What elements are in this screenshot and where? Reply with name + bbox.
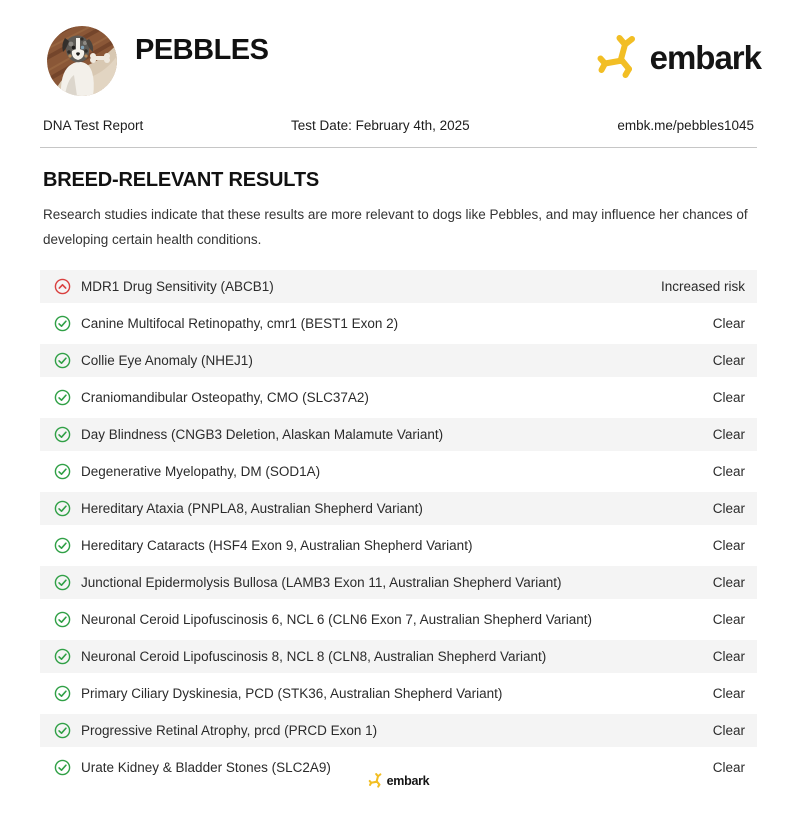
results-list: [40, 270, 757, 784]
status-text: Clear: [712, 352, 745, 368]
report-header: [40, 26, 761, 104]
status-text: Clear: [712, 611, 745, 627]
breed-relevant-section: [40, 169, 757, 784]
clear-check-icon: [54, 352, 71, 369]
embark-logo-mark: [596, 32, 648, 82]
status-text: Clear: [712, 759, 745, 775]
condition-name: Neuronal Ceroid Lipofuscinosis 6, NCL 6 (CLN6 Exon 7, Australian Shepherd Variant): [81, 611, 593, 627]
status-text: Clear: [712, 722, 745, 738]
result-row: [40, 381, 757, 414]
status-text: Clear: [712, 648, 745, 664]
clear-check-icon: [54, 426, 71, 443]
report-type: DNA Test Report: [43, 118, 144, 133]
result-row: [40, 270, 757, 303]
footer-embark-logo: [368, 772, 430, 789]
condition-name: MDR1 Drug Sensitivity (ABCB1): [81, 278, 274, 294]
report-link[interactable]: embk.me/pebbles1045: [617, 118, 754, 133]
condition-name: Degenerative Myelopathy, DM (SOD1A): [81, 463, 321, 479]
report-footer: [0, 772, 797, 789]
condition-name: Progressive Retinal Atrophy, prcd (PRCD Exon 1): [81, 722, 378, 738]
condition-name: Day Blindness (CNGB3 Deletion, Alaskan Malamute Variant): [81, 426, 444, 442]
result-row: [40, 677, 757, 710]
condition-name: Urate Kidney & Bladder Stones (SLC2A9): [81, 759, 331, 775]
footer-embark-logo-mark: [368, 772, 386, 789]
clear-check-icon: [54, 389, 71, 406]
result-row: [40, 307, 757, 340]
result-row: [40, 714, 757, 747]
status-text: Clear: [712, 500, 745, 516]
status-text: Clear: [712, 463, 745, 479]
dog-name: PEBBLES: [135, 33, 269, 66]
result-row: [40, 418, 757, 451]
section-title: BREED-RELEVANT RESULTS: [43, 169, 319, 191]
increased-risk-icon: [54, 278, 71, 295]
result-row: [40, 344, 757, 377]
section-description: Research studies indicate that these results are more relevant to dogs like Pebbles, and may influence her chances of developing certain health conditions.: [43, 207, 748, 247]
result-row: [40, 640, 757, 673]
status-text: Clear: [712, 389, 745, 405]
clear-check-icon: [54, 685, 71, 702]
result-row: [40, 603, 757, 636]
test-date: Test Date: February 4th, 2025: [291, 118, 470, 133]
clear-check-icon: [54, 463, 71, 480]
clear-check-icon: [54, 574, 71, 591]
result-row: [40, 455, 757, 488]
status-text: Clear: [712, 685, 745, 701]
dog-identity: [40, 26, 268, 96]
condition-name: Hereditary Cataracts (HSF4 Exon 9, Australian Shepherd Variant): [81, 537, 473, 553]
avatar: [47, 26, 117, 96]
clear-check-icon: [54, 315, 71, 332]
condition-name: Canine Multifocal Retinopathy, cmr1 (BEST1 Exon 2): [81, 315, 399, 331]
clear-check-icon: [54, 500, 71, 517]
condition-name: Primary Ciliary Dyskinesia, PCD (STK36, Australian Shepherd Variant): [81, 685, 503, 701]
condition-name: Collie Eye Anomaly (NHEJ1): [81, 352, 253, 368]
clear-check-icon: [54, 537, 71, 554]
status-text: Clear: [712, 315, 745, 331]
embark-logo: [596, 32, 761, 82]
status-text: Clear: [712, 537, 745, 553]
condition-name: Neuronal Ceroid Lipofuscinosis 8, NCL 8 (CLN8, Australian Shepherd Variant): [81, 648, 547, 664]
clear-check-icon: [54, 722, 71, 739]
status-text: Clear: [712, 426, 745, 442]
result-row: [40, 566, 757, 599]
clear-check-icon: [54, 648, 71, 665]
condition-name: Craniomandibular Osteopathy, CMO (SLC37A2): [81, 389, 369, 405]
result-row: [40, 492, 757, 525]
dog-photo: [47, 26, 117, 96]
status-text: Increased risk: [660, 278, 745, 294]
result-row: [40, 529, 757, 562]
status-text: Clear: [712, 574, 745, 590]
clear-check-icon: [54, 611, 71, 628]
condition-name: Junctional Epidermolysis Bullosa (LAMB3 Exon 11, Australian Shepherd Variant): [81, 574, 562, 590]
embark-logo-text: embark: [649, 38, 761, 76]
condition-name: Hereditary Ataxia (PNPLA8, Australian Shepherd Variant): [81, 500, 423, 516]
header-divider: [40, 147, 757, 148]
report-meta: [40, 118, 757, 133]
footer-embark-logo-text: embark: [386, 773, 430, 788]
